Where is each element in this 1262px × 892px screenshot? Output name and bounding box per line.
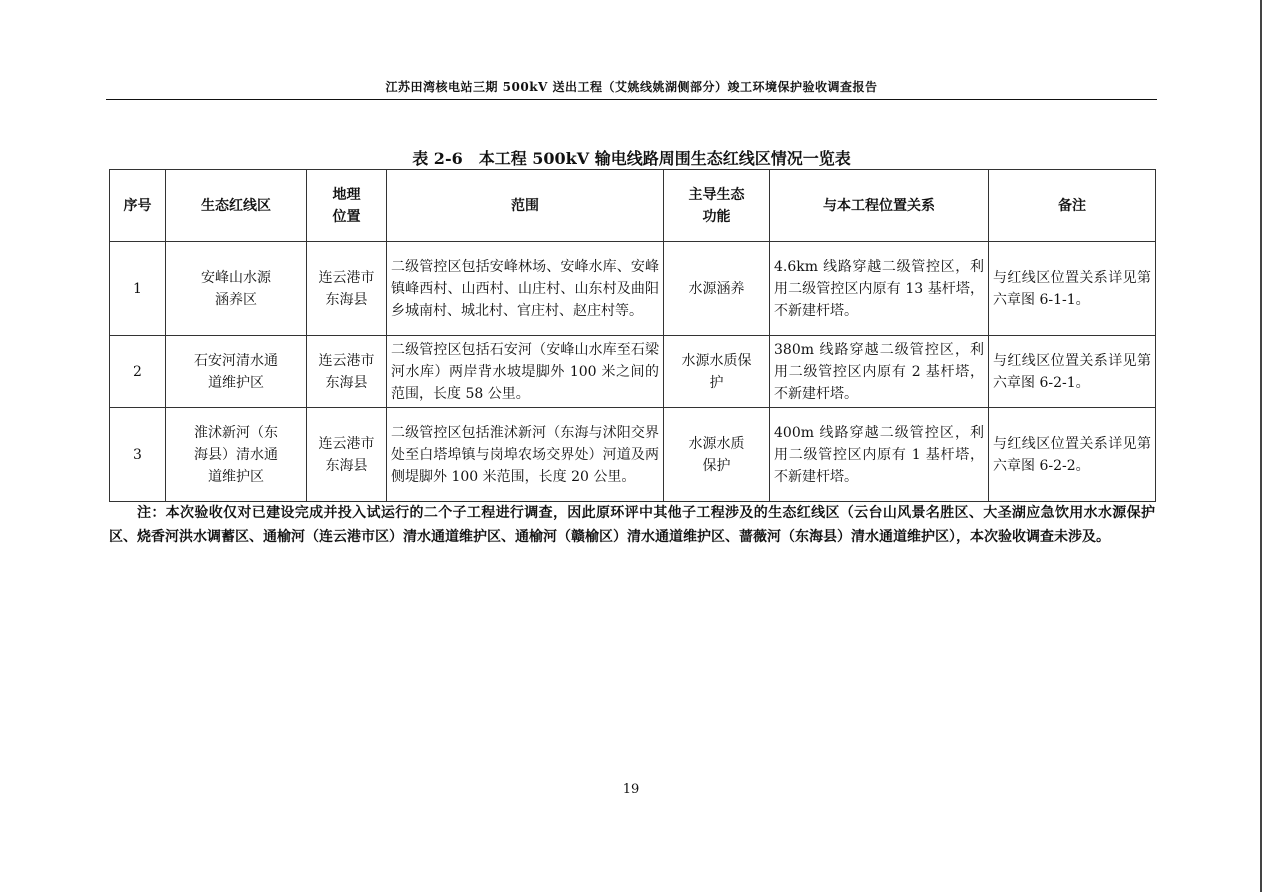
cell-location <box>307 242 387 336</box>
cell-function <box>664 408 770 502</box>
cell-function <box>664 336 770 408</box>
cell-remark: 与红线区位置关系详见第六章图 6-2-1。 <box>989 336 1156 408</box>
cell-zone <box>166 242 307 336</box>
cell-zone-text: 石安河清水通道维护区 <box>193 352 278 391</box>
col-header-remark: 备注 <box>989 170 1156 242</box>
col-header-zone: 生态红线区 <box>166 170 307 242</box>
cell-zone-text: 安峰山水源涵养区 <box>200 269 271 308</box>
cell-scope: 二级管控区包括安峰林场、安峰水库、安峰镇峰西村、山西村、山庄村、山东村及曲阳乡城南村、城北村、官庄村、赵庄村等。 <box>387 242 664 336</box>
col-header-location <box>307 170 387 242</box>
cell-no: 3 <box>110 408 166 502</box>
page-number: 19 <box>622 782 640 797</box>
table-caption: 表 2-6 本工程 500kV 输电线路周围生态红线区情况一览表 <box>412 149 851 168</box>
cell-zone <box>166 336 307 408</box>
cell-zone <box>166 408 307 502</box>
header-rule <box>106 99 1157 100</box>
col-header-relation: 与本工程位置关系 <box>770 170 989 242</box>
cell-scope: 二级管控区包括石安河（安峰山水库至石梁河水库）两岸背水坡堤脚外 100 米之间的范围，长度 58 公里。 <box>387 336 664 408</box>
cell-no: 1 <box>110 242 166 336</box>
cell-location-text: 连云港市东海县 <box>318 269 375 308</box>
cell-scope: 二级管控区包括淮沭新河（东海与沭阳交界处至白塔埠镇与岗埠农场交界处）河道及两侧堤脚外 100 米范围，长度 20 公里。 <box>387 408 664 502</box>
table-row <box>110 336 1156 408</box>
cell-function: 水源涵养 <box>664 242 770 336</box>
table-header-row <box>110 170 1156 242</box>
cell-remark: 与红线区位置关系详见第六章图 6-2-2。 <box>989 408 1156 502</box>
cell-no: 2 <box>110 336 166 408</box>
cell-location <box>307 408 387 502</box>
cell-function-text: 水源水质保护 <box>688 435 745 474</box>
cell-location-text: 连云港市东海县 <box>318 352 375 391</box>
cell-relation: 380m 线路穿越二级管控区，利用二级管控区内原有 2 基杆塔，不新建杆塔。 <box>770 336 989 408</box>
cell-relation: 400m 线路穿越二级管控区，利用二级管控区内原有 1 基杆塔，不新建杆塔。 <box>770 408 989 502</box>
cell-remark: 与红线区位置关系详见第六章图 6-1-1。 <box>989 242 1156 336</box>
col-header-function-text: 主导生态功能 <box>688 186 745 225</box>
cell-relation: 4.6km 线路穿越二级管控区，利用二级管控区内原有 13 基杆塔，不新建杆塔。 <box>770 242 989 336</box>
col-header-location-text: 地理位置 <box>332 186 361 225</box>
cell-location <box>307 336 387 408</box>
cell-zone-text: 淮沭新河（东海县）清水通道维护区 <box>193 424 278 485</box>
running-header: 江苏田湾核电站三期 500kV 送出工程（艾姚线姚湖侧部分）竣工环境保护验收调查报告 <box>385 80 878 94</box>
cell-location-text: 连云港市东海县 <box>318 435 375 474</box>
table-note: 注：本次验收仅对已建设完成并投入试运行的二个子工程进行调查，因此原环评中其他子工程涉及的生态红线区（云台山风景名胜区、大圣湖应急饮用水水源保护区、烧香河洪水调蓄区、通榆河（连云港市区）清水通道维护区、通榆河（赣榆区）清水通道维护区、蔷薇河（东海县）清水通道维护区），本次验收调查未涉及。 <box>109 505 1155 545</box>
table-row <box>110 408 1156 502</box>
cell-function-text: 水源水质保护 <box>681 352 752 391</box>
col-header-function <box>664 170 770 242</box>
table-row <box>110 242 1156 336</box>
col-header-no: 序号 <box>110 170 166 242</box>
col-header-scope: 范围 <box>387 170 664 242</box>
ecological-redline-table <box>109 169 1156 502</box>
